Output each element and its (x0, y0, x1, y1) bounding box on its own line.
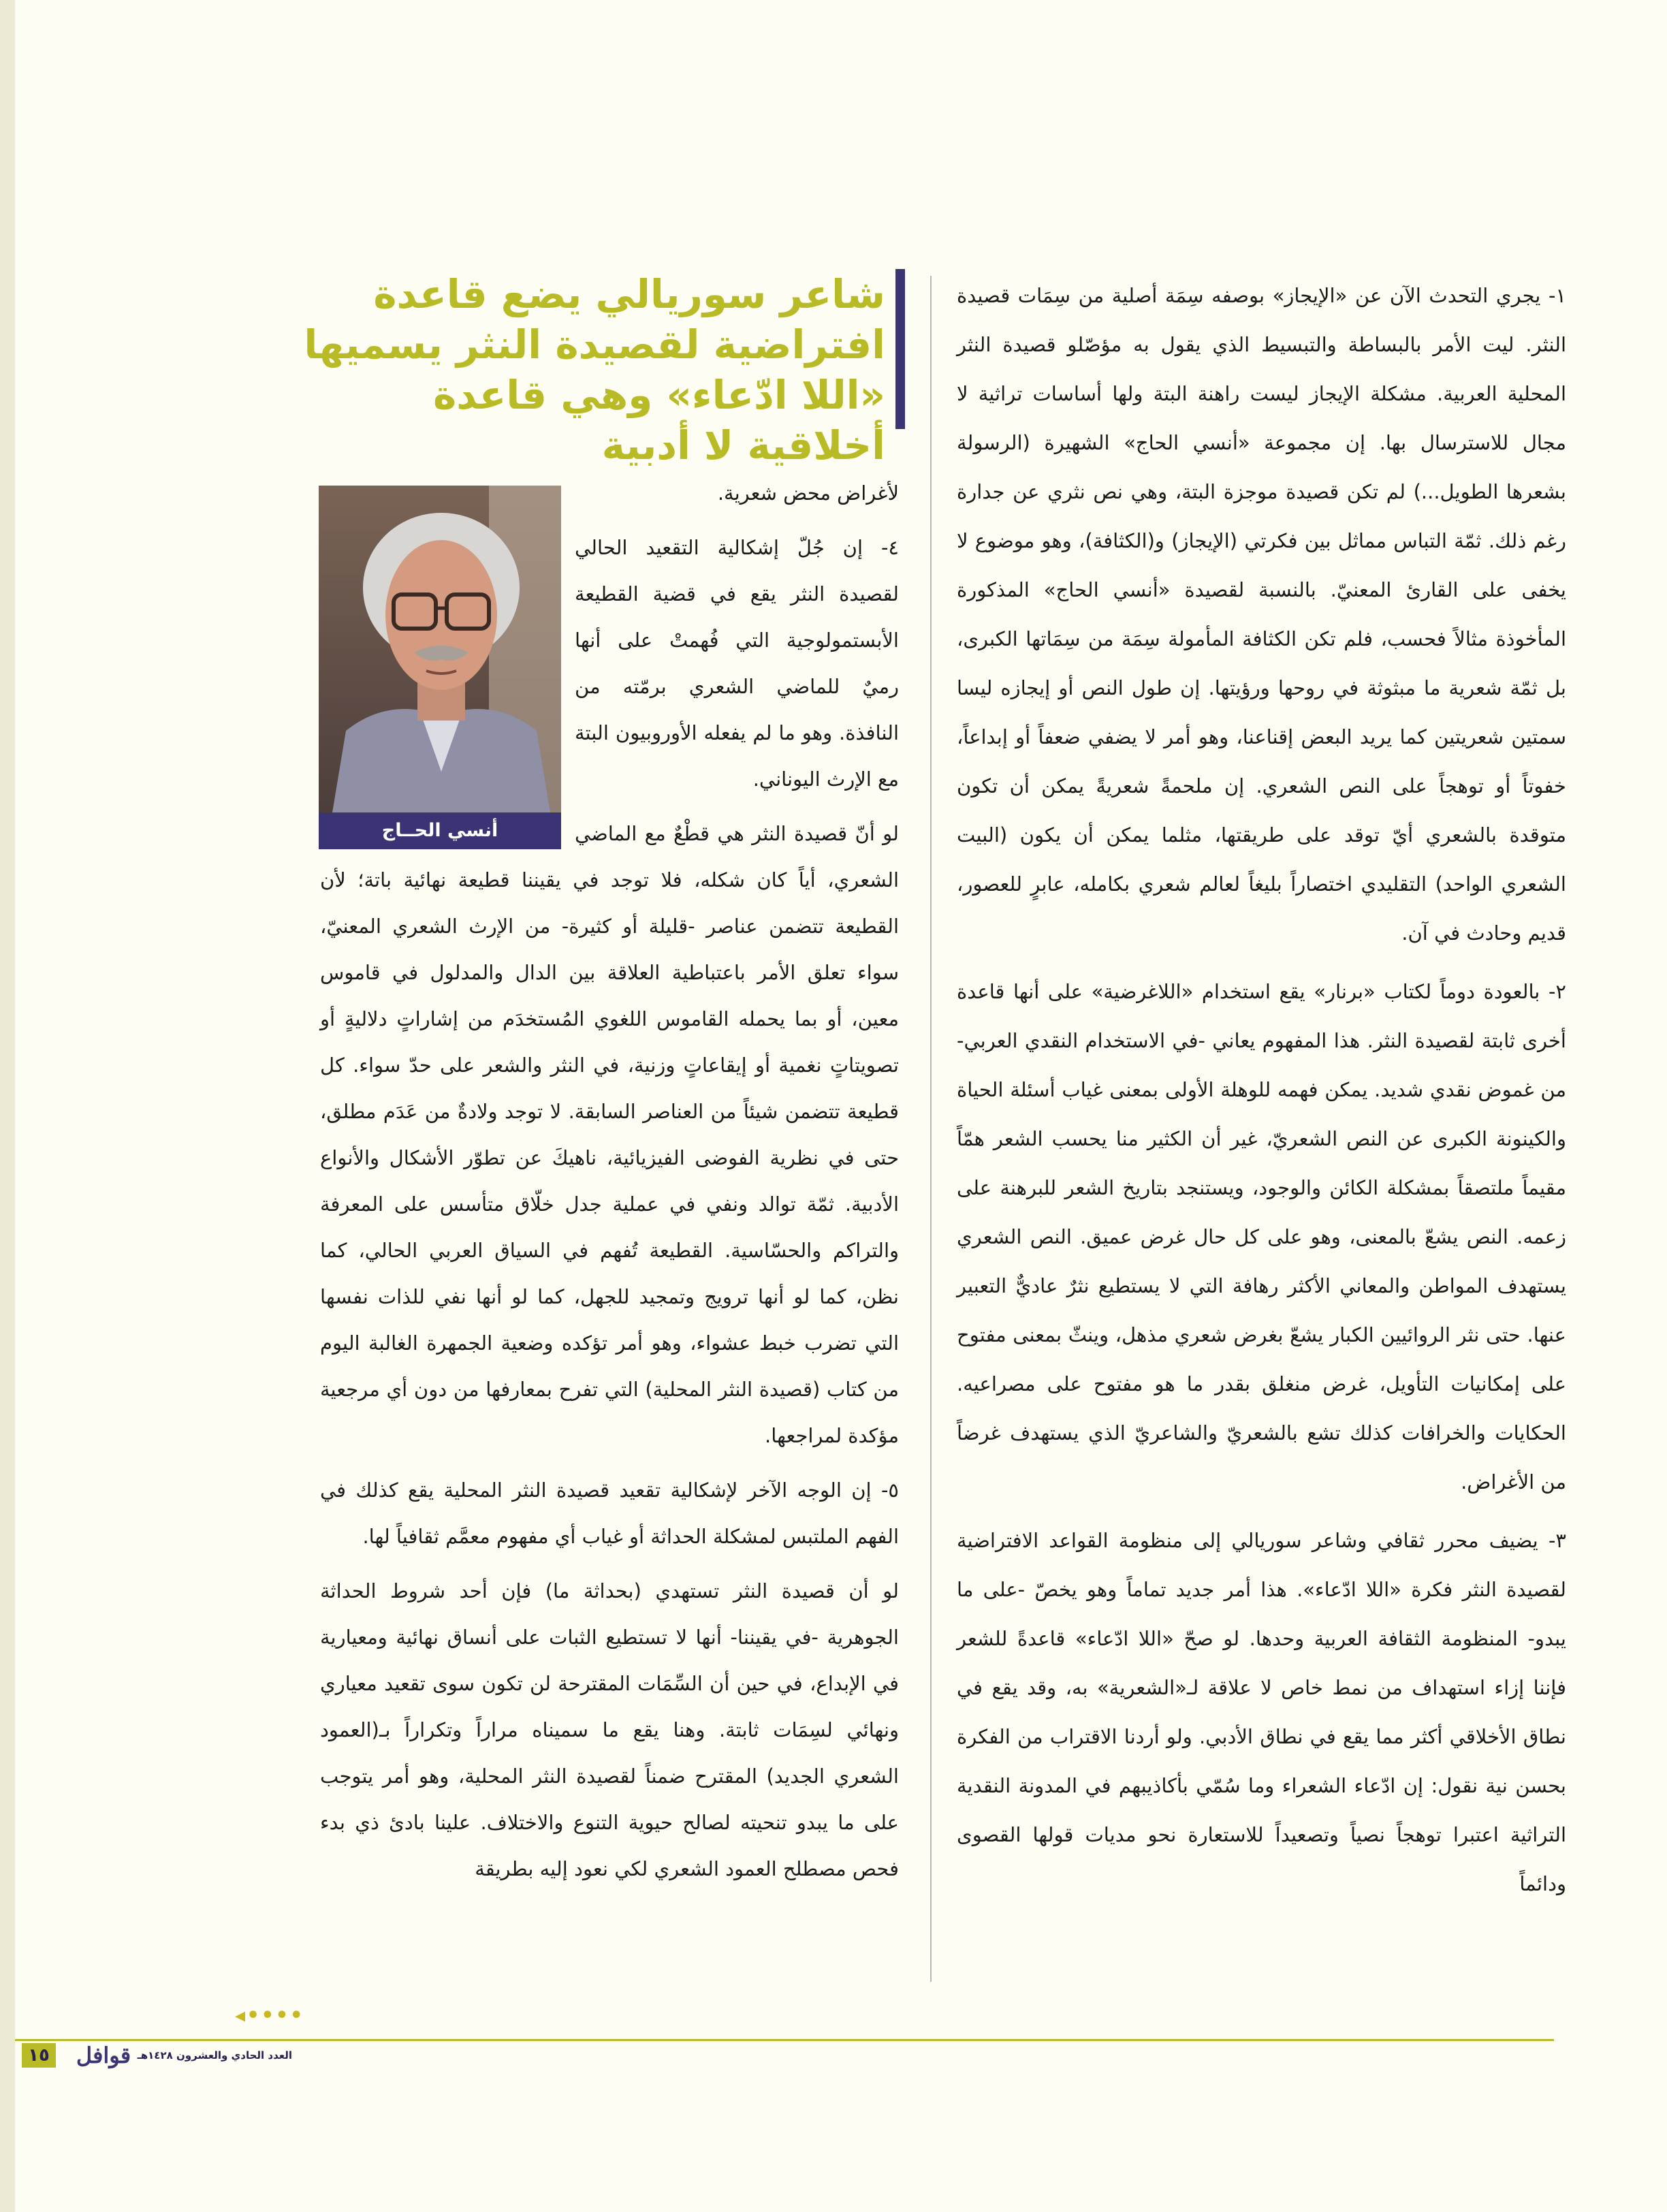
paragraph: لو أن قصيدة النثر تستهدي (بحداثة ما) فإن أحد شروط الحداثة الجوهرية -في يقيننا- أنها لا تستطيع الثبات على أنساق نهائية ومعيارية في الإبداع، في حين أن السِّمَات المقترحة لن تكون سوى تقعيد معياري ونهائي لسِمَات ثابتة. وهنا يقع ما سميناه مراراً وتكراراً بـ(العمود الشعري الجديد) المقترح ضمناً لقصيدة النثر المحلية، وهو أمر يتوجب على ما يبدو تنحيته لصالح حيوية التنوع والاختلاف. علينا بادئ ذي بدء فحص مصطلح العمود الشعري لكي نعود إليه بطريقة (320, 1579, 899, 1880)
continued-arrow-icon: ◂•••• (235, 2004, 304, 2027)
issue-label: العدد الحادي والعشرون ١٤٢٨هـ (137, 2049, 292, 2061)
author-photo (319, 486, 561, 849)
paragraph: لأغراض محض شعرية. (717, 481, 899, 505)
paragraph: ٤- إن جُلّ إشكالية التقعيد الحالي لقصيدة النثر يقع في قضية القطيعة الأبستمولوجية التي فُهمتْ على أنها رميٌ للماضي الشعري برمّته من النافذة. وهو ما لم يفعله الأوروبيون البتة مع الإرث اليوناني. (575, 536, 899, 791)
right-column (957, 271, 1566, 1918)
paragraph: ٣- يضيف محرر ثقافي وشاعر سوريالي إلى منظومة القواعد الافتراضية لقصيدة النثر فكرة «اللا ادّعاء». هذا أمر جديد تماماً وهو يخصّ -على ما يبدو- المنظومة الثقافة العربية وحدها. لو صحّ «اللا ادّعاء» قاعدةً للشعر فإننا إزاء استهداف من نمط خاص لا علاقة لـ«الشعرية» به، وقد يقع في نطاق الأخلاقي أكثر مما يقع في نطاق الأدبي. ولو أردنا الاقتراب من الفكرة بحسن نية نقول: إن ادّعاء الشعراء وما سُمّي بأكاذيبهم في المدونة النقدية التراثية اعتبرا توهجاً نصياً وتصعيداً للاستعارة نحو مديات قولها القصوى ودائماً (957, 1529, 1566, 1895)
paragraph: ٥- إن الوجه الآخر لإشكالية تقعيد قصيدة النثر المحلية يقع كذلك في الفهم الملتبس لمشكلة الحداثة أو غياب أي مفهوم معمَّم ثقافياً لها. (320, 1479, 899, 1548)
headline-accent-bar (895, 269, 905, 429)
page-number: ١٥ (22, 2043, 56, 2068)
photo-caption: أنسي الحــاج (319, 812, 561, 849)
paragraph: لو أنّ قصيدة النثر هي قطْعٌ مع الماضي الشعري، أياً كان شكله، فلا توجد في يقيننا قطيعة نهائية باتة؛ لأن القطيعة تتضمن عناصر -قليلة أو كثيرة- من الإرث الشعري المعنيّ، سواء تعلق الأمر باعتباطية العلاقة بين الدال والمدلول في قاموس معين، أو بما يحمله القاموس اللغوي المُستخدَم من إشاراتٍ دلاليةٍ أو تصويتاتٍ نغمية أو إيقاعاتٍ وزنية، في النثر والشعر على حدّ سواء. كل قطيعة تتضمن شيئاً من العناصر السابقة. لا توجد ولادةٌ من عَدَم مطلق، حتى في نظرية الفوضى الفيزيائية، ناهيكَ عن تطوّر الأشكال والأنواع الأدبية. ثمّة توالد ونفي في عملية جدل خلّاق متأسس على المعرفة والتراكم والحسّاسية. القطيعة تُفهم في السياق العربي الحالي، كما نظن، كما لو أنها ترويج وتمجيد للجهل، كما لو أنها نفي للذات نفسها التي تضرب خبط عشواء، وهو أمر تؤكده وضعية الجمهرة الغالبة اليوم من كتاب (قصيدة النثر المحلية) التي تفرح بمعارفها من دون أي مرجعية مؤكدة لمراجعها. (320, 822, 899, 1447)
magazine-logo: قوافل (76, 2042, 131, 2068)
article-headline: شاعر سوريالي يضع قاعدة افتراضية لقصيدة النثر يسميها «اللا ادّعاء» وهي قاعدة أخلاقية لا أدبية (304, 271, 885, 469)
page-footer (15, 2042, 292, 2068)
footer-rule (15, 2039, 1554, 2041)
portrait-illustration (319, 486, 561, 812)
paragraph: ١- يجري التحدث الآن عن «الإيجاز» بوصفه سِمَة أصلية من سِمَات قصيدة النثر. ليت الأمر بالبساطة والتبسيط الذي يقول به مؤصّلو قصيدة النثر المحلية العربية. مشكلة الإيجاز ليست راهنة البتة ولها أساسات تراثية لا مجال للاسترسال بها. إن مجموعة «أنسي الحاج» الشهيرة (الرسولة بشعرها الطويل...) لم تكن قصيدة موجزة البتة، وهي نص نثري عن جدارة رغم ذلك. ثمّة التباس مماثل بين فكرتي (الإيجاز) و(الكثافة)، وهو موضوع لا يخفى على القارئ المعنيّ. بالنسبة لقصيدة «أنسي الحاج» المذكورة المأخوذة مثالاً فحسب، فلم تكن الكثافة المأمولة سِمَة من سِمَاتها الكبرى، بل ثمّة شعرية ما مبثوثة في روحها ورؤيتها. إن طول النص أو إيجازه ليسا سمتين شعريتين كما يريد البعض إقناعنا، وهو أمر لا يضفي ضعفاً أو إبداعاً، خفوتاً أو توهجاً على النص الشعري. إن ملحمةً شعريةً يمكن أن تكون متوقدة بالشعري أيّ توقد على طريقتها، مثلما يمكن أن يكون (البيت الشعري الواحد) التقليدي اختصاراً بليغاً لعالم شعري بكامله، عابرٍ للعصور، قديم وحادث في آن. (957, 284, 1566, 945)
column-divider (930, 276, 932, 1982)
page-margin-strip (0, 0, 15, 2212)
paragraph: ٢- بالعودة دوماً لكتاب «برنار» يقع استخدام «اللاغرضية» على أنها قاعدة أخرى ثابتة لقصيدة النثر. هذا المفهوم يعاني -في الاستخدام النقدي العربي- من غموض نقدي شديد. يمكن فهمه للوهلة الأولى بمعنى غياب أسئلة الحياة والكينونة الكبرى عن النص الشعريّ، غير أن الكثير منا يحسب الشعر همّاً مقيماً ملتصقاً بمشكلة الكائن والوجود، ويستنجد بتاريخ الشعر للبرهنة على زعمه. النص يشعّ بالمعنى، وهو على كل حال غرض عميق. النص الشعري يستهدف المواطن والمعاني الأكثر رهافة التي لا يستطيع نثرٌ عاديٌّ التعبير عنها. حتى نثر الروائيين الكبار يشعّ بغرض شعري مذهل، وينثّ بمعنى مفتوح على إمكانيات التأويل، غرض منغلق بقدر ما هو مفتوح على مصراعيه. الحكايات والخرافات كذلك تشع بالشعريّ والشاعريّ الذي يستهدف غرضاً من الأغراض. (957, 980, 1566, 1494)
